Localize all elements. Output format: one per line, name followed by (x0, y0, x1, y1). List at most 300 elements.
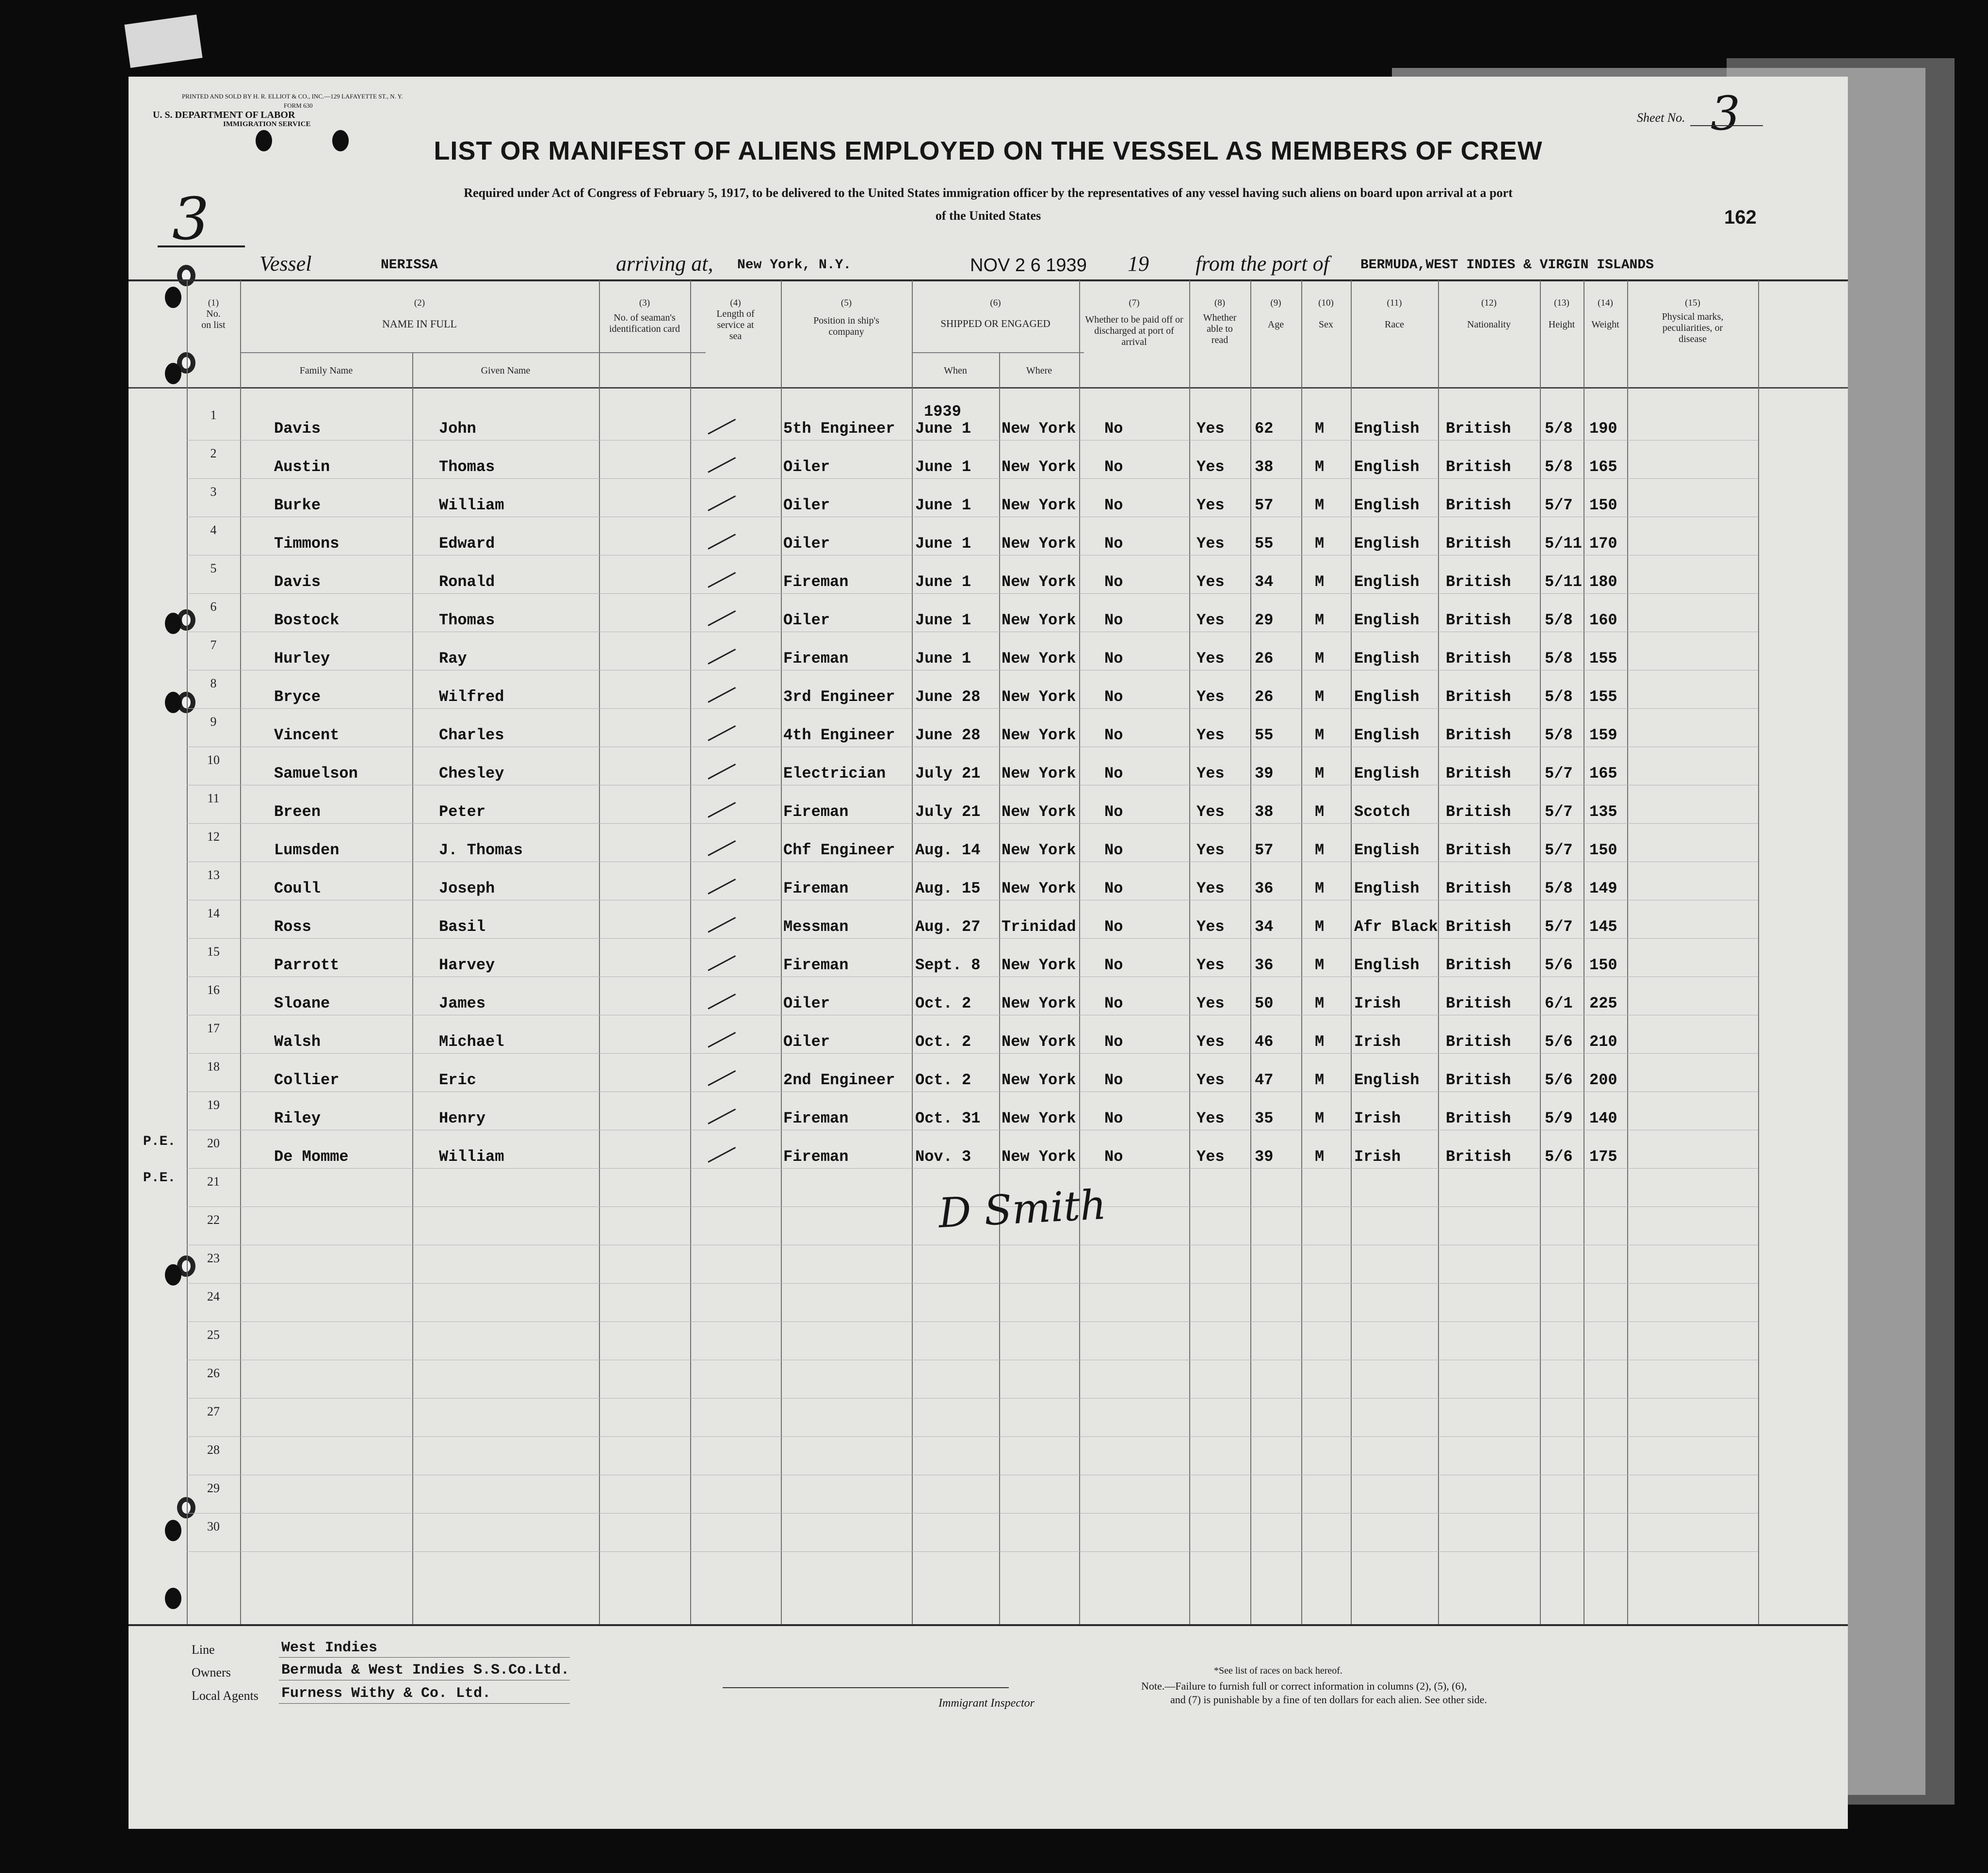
given-name-cell: John (439, 420, 476, 438)
col3-label: No. of seaman's identification card (609, 312, 680, 334)
height-cell: 5/7 (1545, 765, 1573, 782)
col-line (781, 280, 782, 1624)
shipped-where-cell: New York (1002, 535, 1076, 553)
paid-off-cell: No (1104, 994, 1123, 1012)
col1-label: No. on list (201, 309, 226, 330)
col5-header (781, 297, 912, 338)
col-line (1758, 280, 1759, 1624)
shipped-when-cell: June 1 (915, 650, 971, 668)
empty-row-number: 30 (207, 1519, 220, 1533)
position-cell: Fireman (783, 956, 849, 974)
col3-header (599, 297, 690, 335)
empty-row-number: 21 (207, 1174, 220, 1189)
family-name-cell: Collier (274, 1071, 339, 1089)
race-cell: English (1354, 496, 1420, 514)
line-underline (279, 1657, 570, 1658)
shipped-when-cell: June 1 (915, 611, 971, 629)
family-name-cell: Hurley (274, 650, 330, 668)
binder-hole (165, 1588, 181, 1609)
row-number: 20 (207, 1136, 220, 1150)
able-to-read-cell: Yes (1196, 1109, 1225, 1127)
given-name-cell: Edward (439, 535, 495, 553)
nationality-cell: British (1446, 573, 1511, 591)
age-cell: 57 (1255, 841, 1274, 859)
col-line (690, 280, 691, 1624)
race-cell: Irish (1354, 1109, 1401, 1127)
col11-header (1351, 297, 1438, 330)
race-cell: English (1354, 611, 1420, 629)
row-rule (187, 708, 1758, 709)
line-value: West Indies (281, 1640, 378, 1656)
race-cell: English (1354, 841, 1420, 859)
paid-off-cell: No (1104, 803, 1123, 821)
empty-row-number: 28 (207, 1443, 220, 1457)
able-to-read-cell: Yes (1196, 803, 1225, 821)
nationality-cell: British (1446, 535, 1511, 553)
col-line (1627, 280, 1628, 1624)
row-number: 9 (210, 715, 217, 729)
row-rule (187, 1168, 1758, 1169)
col6-header (912, 297, 1079, 329)
nationality-cell: British (1446, 918, 1511, 936)
weight-cell: 155 (1589, 688, 1617, 706)
paid-off-cell: No (1104, 726, 1123, 744)
nationality-cell: British (1446, 420, 1511, 438)
arriving-label: arriving at, (616, 252, 713, 276)
binder-hole (165, 1264, 181, 1286)
col7-label: Whether to be paid off or discharged at port of arrival (1085, 314, 1183, 347)
position-cell: Oiler (783, 1033, 830, 1051)
able-to-read-cell: Yes (1196, 765, 1225, 782)
vessel-name: NERISSA (381, 258, 438, 273)
family-name-cell: Sloane (274, 994, 330, 1012)
row-rule (187, 1513, 1758, 1514)
row-rule (187, 1398, 1758, 1399)
sex-cell: M (1315, 918, 1325, 936)
empty-row-number: 25 (207, 1328, 220, 1342)
empty-row-number: 26 (207, 1366, 220, 1380)
paid-off-cell: No (1104, 765, 1123, 782)
check-mark (708, 495, 736, 511)
col-line (1079, 280, 1080, 1624)
position-cell: Electrician (783, 765, 886, 782)
nationality-cell: British (1446, 650, 1511, 668)
shipped-when-cell: Aug. 15 (915, 879, 981, 897)
shipped-where-cell: New York (1002, 1148, 1076, 1166)
col6-number: (6) (990, 298, 1001, 308)
col-line (999, 352, 1000, 1624)
race-cell: Irish (1354, 994, 1401, 1012)
col5-label: Position in ship's company (813, 315, 879, 337)
height-cell: 5/8 (1545, 458, 1573, 476)
sex-cell: M (1315, 688, 1325, 706)
col15-header (1627, 297, 1758, 345)
age-cell: 47 (1255, 1071, 1274, 1089)
paid-off-cell: No (1104, 688, 1123, 706)
header-bottom-border (129, 387, 1848, 389)
shipped-when-cell: Nov. 3 (915, 1148, 971, 1166)
race-cell: English (1354, 650, 1420, 668)
col2-header (240, 297, 599, 329)
shipped-where-cell: New York (1002, 496, 1076, 514)
col-line (412, 352, 413, 1624)
height-cell: 5/8 (1545, 688, 1573, 706)
shipped-when-cell: June 28 (915, 726, 981, 744)
given-name-cell: Henry (439, 1109, 486, 1127)
paid-off-cell: No (1104, 918, 1123, 936)
race-cell: Irish (1354, 1148, 1401, 1166)
col-line (599, 280, 600, 1624)
position-cell: Fireman (783, 1109, 849, 1127)
shipped-where-cell: New York (1002, 458, 1076, 476)
col11-label: Race (1385, 319, 1404, 330)
shipped-when-cell: Oct. 2 (915, 994, 971, 1012)
handwritten-underline (158, 245, 245, 247)
paid-off-cell: No (1104, 650, 1123, 668)
shipped-when-cell: Oct. 2 (915, 1033, 971, 1051)
row-number: 3 (210, 485, 217, 499)
given-name-cell: William (439, 496, 504, 514)
paid-off-cell: No (1104, 1071, 1123, 1089)
check-mark (708, 1108, 736, 1124)
position-cell: Chf Engineer (783, 841, 895, 859)
row-rule (187, 1436, 1758, 1437)
paid-off-cell: No (1104, 458, 1123, 476)
col7-number: (7) (1129, 298, 1140, 308)
able-to-read-cell: Yes (1196, 611, 1225, 629)
col14-header (1584, 297, 1627, 330)
height-cell: 5/6 (1545, 1071, 1573, 1089)
able-to-read-cell: Yes (1196, 726, 1225, 744)
vessel-label: Vessel (259, 252, 312, 276)
row-number: 2 (210, 446, 217, 460)
family-name-cell: Parrott (274, 956, 339, 974)
handwritten-number: 3 (172, 186, 210, 253)
col14-label: Weight (1591, 319, 1619, 330)
row-rule (187, 1321, 1758, 1322)
position-cell: Fireman (783, 650, 849, 668)
nationality-cell: British (1446, 841, 1511, 859)
row-rule (187, 478, 1758, 479)
row-rule (187, 1091, 1758, 1092)
col1-header (187, 297, 240, 331)
able-to-read-cell: Yes (1196, 956, 1225, 974)
given-name-cell: Wilfred (439, 688, 504, 706)
race-cell: English (1354, 535, 1420, 553)
given-name-cell: Thomas (439, 611, 495, 629)
binder-hole (165, 692, 181, 713)
agents-underline (279, 1703, 570, 1704)
check-mark (708, 917, 736, 933)
from-label: from the port of (1196, 252, 1329, 276)
col-line (1351, 280, 1352, 1624)
binder-hole (177, 265, 195, 286)
nationality-cell: British (1446, 688, 1511, 706)
sex-cell: M (1315, 573, 1325, 591)
inspector-label: Immigrant Inspector (938, 1697, 1034, 1710)
family-name-cell: Riley (274, 1109, 321, 1127)
check-mark (708, 955, 736, 971)
weight-cell: 140 (1589, 1109, 1617, 1127)
nationality-cell: British (1446, 726, 1511, 744)
col4-header (690, 297, 781, 342)
col5-number: (5) (840, 298, 852, 308)
col9-label: Age (1267, 319, 1284, 330)
age-cell: 46 (1255, 1033, 1274, 1051)
row-number: 11 (207, 791, 220, 805)
name-subheader-line (240, 352, 706, 353)
height-cell: 5/8 (1545, 650, 1573, 668)
shipped-when-cell: July 21 (915, 803, 981, 821)
table-top-border (129, 279, 1848, 281)
row-number: 18 (207, 1059, 220, 1074)
inspector-signature-line (723, 1687, 1009, 1688)
check-mark (708, 725, 736, 741)
check-mark (708, 649, 736, 665)
able-to-read-cell: Yes (1196, 573, 1225, 591)
nationality-cell: British (1446, 956, 1511, 974)
able-to-read-cell: Yes (1196, 420, 1225, 438)
sex-cell: M (1315, 496, 1325, 514)
shipped-where-cell: New York (1002, 420, 1076, 438)
position-cell: Oiler (783, 458, 830, 476)
given-name-cell: William (439, 1148, 504, 1166)
row-number: 6 (210, 600, 217, 614)
able-to-read-cell: Yes (1196, 994, 1225, 1012)
col9-number: (9) (1270, 298, 1281, 308)
family-name-cell: Bostock (274, 611, 339, 629)
check-mark (708, 994, 736, 1010)
check-mark (708, 419, 736, 435)
col12-header (1438, 297, 1540, 330)
printer-line: PRINTED AND SOLD BY H. R. ELLIOT & CO., INC.—129 LAFAYETTE ST., N. Y. (182, 93, 403, 100)
height-cell: 5/7 (1545, 803, 1573, 821)
col12-number: (12) (1481, 298, 1497, 308)
shipped-when-cell: Oct. 31 (915, 1109, 981, 1127)
col12-label: Nationality (1467, 319, 1511, 330)
check-mark (708, 879, 736, 895)
form-number: FORM 630 (284, 102, 313, 109)
row-rule (187, 1053, 1758, 1054)
weight-cell: 150 (1589, 496, 1617, 514)
race-cell: English (1354, 1071, 1420, 1089)
given-name-cell: Basil (439, 918, 486, 936)
paid-off-cell: No (1104, 573, 1123, 591)
footer-note-races: *See list of races on back hereof. (1214, 1665, 1342, 1676)
sex-cell: M (1315, 841, 1325, 859)
nationality-cell: British (1446, 1148, 1511, 1166)
paid-off-cell: No (1104, 841, 1123, 859)
sex-cell: M (1315, 1109, 1325, 1127)
subtitle-line1: Required under Act of Congress of February 5, 1917, to be delivered to the United States immigration officer by the representatives of any vessel having such aliens on board upon arrival at a port (464, 186, 1513, 200)
position-cell: 4th Engineer (783, 726, 895, 744)
check-mark (708, 840, 736, 856)
race-cell: English (1354, 956, 1420, 974)
col-line (1438, 280, 1439, 1624)
row-number: 1 (210, 408, 217, 422)
binder-hole (165, 287, 181, 308)
col-line (1189, 280, 1190, 1624)
able-to-read-cell: Yes (1196, 650, 1225, 668)
sex-cell: M (1315, 650, 1325, 668)
row-number: 12 (207, 830, 220, 844)
row-rule (187, 1551, 1758, 1552)
family-name-cell: Vincent (274, 726, 339, 744)
sex-cell: M (1315, 956, 1325, 974)
family-name-cell: Timmons (274, 535, 339, 553)
col13-header (1540, 297, 1584, 330)
row-rule (187, 593, 1758, 594)
family-name-cell: Bryce (274, 688, 321, 706)
age-cell: 55 (1255, 535, 1274, 553)
owners-label: Owners (192, 1665, 231, 1679)
weight-cell: 210 (1589, 1033, 1617, 1051)
col3-number: (3) (639, 298, 650, 308)
col4-label: Length of service at sea (716, 309, 755, 342)
check-mark (708, 687, 736, 703)
position-cell: 5th Engineer (783, 420, 895, 438)
shipped-subheader-line (912, 352, 1084, 353)
col-line (187, 280, 188, 1624)
col10-header (1301, 297, 1351, 330)
race-cell: Irish (1354, 1033, 1401, 1051)
col10-number: (10) (1318, 298, 1334, 308)
age-cell: 26 (1255, 688, 1274, 706)
age-cell: 36 (1255, 879, 1274, 897)
from-port: BERMUDA,WEST INDIES & VIRGIN ISLANDS (1360, 258, 1654, 273)
height-cell: 5/11 (1545, 535, 1582, 553)
check-mark (708, 534, 736, 550)
sex-cell: M (1315, 611, 1325, 629)
able-to-read-cell: Yes (1196, 841, 1225, 859)
nationality-cell: British (1446, 994, 1511, 1012)
able-to-read-cell: Yes (1196, 496, 1225, 514)
height-cell: 5/6 (1545, 1033, 1573, 1051)
shipped-when-cell: June 1 (915, 420, 971, 438)
row-number: 14 (207, 906, 220, 920)
shipped-where-cell: New York (1002, 879, 1076, 897)
sheet-label: Sheet No. (1637, 111, 1685, 125)
able-to-read-cell: Yes (1196, 1033, 1225, 1051)
line-label: Line (192, 1643, 215, 1657)
empty-row-number: 23 (207, 1251, 220, 1265)
year-label: 19 (1128, 252, 1149, 276)
shipped-where-cell: New York (1002, 803, 1076, 821)
family-name-cell: Breen (274, 803, 321, 821)
binder-hole (165, 613, 181, 634)
sheet-underline (1690, 125, 1763, 126)
age-cell: 35 (1255, 1109, 1274, 1127)
family-name-cell: Davis (274, 573, 321, 591)
paid-off-cell: No (1104, 420, 1123, 438)
col1-number: (1) (208, 298, 219, 308)
row-rule (187, 938, 1758, 939)
page-title: LIST OR MANIFEST OF ALIENS EMPLOYED ON THE VESSEL AS MEMBERS OF CREW (434, 136, 1543, 165)
binder-hole (165, 363, 181, 384)
weight-cell: 150 (1589, 956, 1617, 974)
nationality-cell: British (1446, 1033, 1511, 1051)
paid-off-cell: No (1104, 535, 1123, 553)
position-cell: 2nd Engineer (783, 1071, 895, 1089)
col10-label: Sex (1319, 319, 1333, 330)
weight-cell: 155 (1589, 650, 1617, 668)
empty-row-number: 24 (207, 1289, 220, 1303)
able-to-read-cell: Yes (1196, 688, 1225, 706)
age-cell: 38 (1255, 458, 1274, 476)
row-rule (187, 823, 1758, 824)
col6-label: SHIPPED OR ENGAGED (940, 318, 1051, 329)
weight-cell: 200 (1589, 1071, 1617, 1089)
col13-label: Height (1548, 319, 1575, 330)
col8-label: Whether able to read (1203, 312, 1237, 345)
family-name-cell: Burke (274, 496, 321, 514)
age-cell: 57 (1255, 496, 1274, 514)
paid-off-cell: No (1104, 1109, 1123, 1127)
given-name-header: Given Name (481, 365, 531, 376)
given-name-cell: Joseph (439, 879, 495, 897)
position-cell: Oiler (783, 535, 830, 553)
family-name-cell: Ross (274, 918, 311, 936)
position-cell: Fireman (783, 1148, 849, 1166)
shipped-where-cell: New York (1002, 573, 1076, 591)
footer-note-penalty1: Note.—Failure to furnish full or correct information in columns (2), (5), (6), (1141, 1680, 1467, 1692)
col15-number: (15) (1685, 298, 1700, 308)
shipped-when-cell: July 21 (915, 765, 981, 782)
given-name-cell: Ronald (439, 573, 495, 591)
nationality-cell: British (1446, 458, 1511, 476)
col9-header (1250, 297, 1301, 330)
age-cell: 26 (1255, 650, 1274, 668)
shipped-when-cell: Aug. 14 (915, 841, 981, 859)
check-mark (708, 457, 736, 473)
given-name-cell: Charles (439, 726, 504, 744)
shipped-when-cell: June 1 (915, 535, 971, 553)
col7-header (1079, 297, 1189, 348)
department-label: U. S. DEPARTMENT OF LABOR (153, 110, 295, 120)
nationality-cell: British (1446, 1109, 1511, 1127)
shipped-where-cell: New York (1002, 841, 1076, 859)
shipped-where-cell: New York (1002, 1109, 1076, 1127)
paid-off-cell: No (1104, 611, 1123, 629)
signature: D Smith (937, 1181, 1108, 1237)
sheet-number: 3 (1711, 86, 1741, 141)
col15-label: Physical marks, peculiarities, or disease (1662, 311, 1724, 344)
weight-cell: 225 (1589, 994, 1617, 1012)
shipped-where-cell: New York (1002, 994, 1076, 1012)
paid-off-cell: No (1104, 1148, 1123, 1166)
position-cell: Oiler (783, 611, 830, 629)
able-to-read-cell: Yes (1196, 458, 1225, 476)
nationality-cell: British (1446, 496, 1511, 514)
given-name-cell: Harvey (439, 956, 495, 974)
weight-cell: 170 (1589, 535, 1617, 553)
sex-cell: M (1315, 726, 1325, 744)
race-cell: English (1354, 688, 1420, 706)
position-cell: Fireman (783, 879, 849, 897)
shipped-where-cell: New York (1002, 765, 1076, 782)
row-number: 10 (207, 753, 220, 767)
position-cell: Oiler (783, 994, 830, 1012)
height-cell: 5/8 (1545, 879, 1573, 897)
family-name-cell: Samuelson (274, 765, 358, 782)
check-mark (708, 572, 736, 588)
height-cell: 5/7 (1545, 841, 1573, 859)
service-label: IMMIGRATION SERVICE (223, 120, 311, 128)
col-line (1301, 280, 1302, 1624)
age-cell: 55 (1255, 726, 1274, 744)
age-cell: 36 (1255, 956, 1274, 974)
empty-row-number: 27 (207, 1404, 220, 1418)
